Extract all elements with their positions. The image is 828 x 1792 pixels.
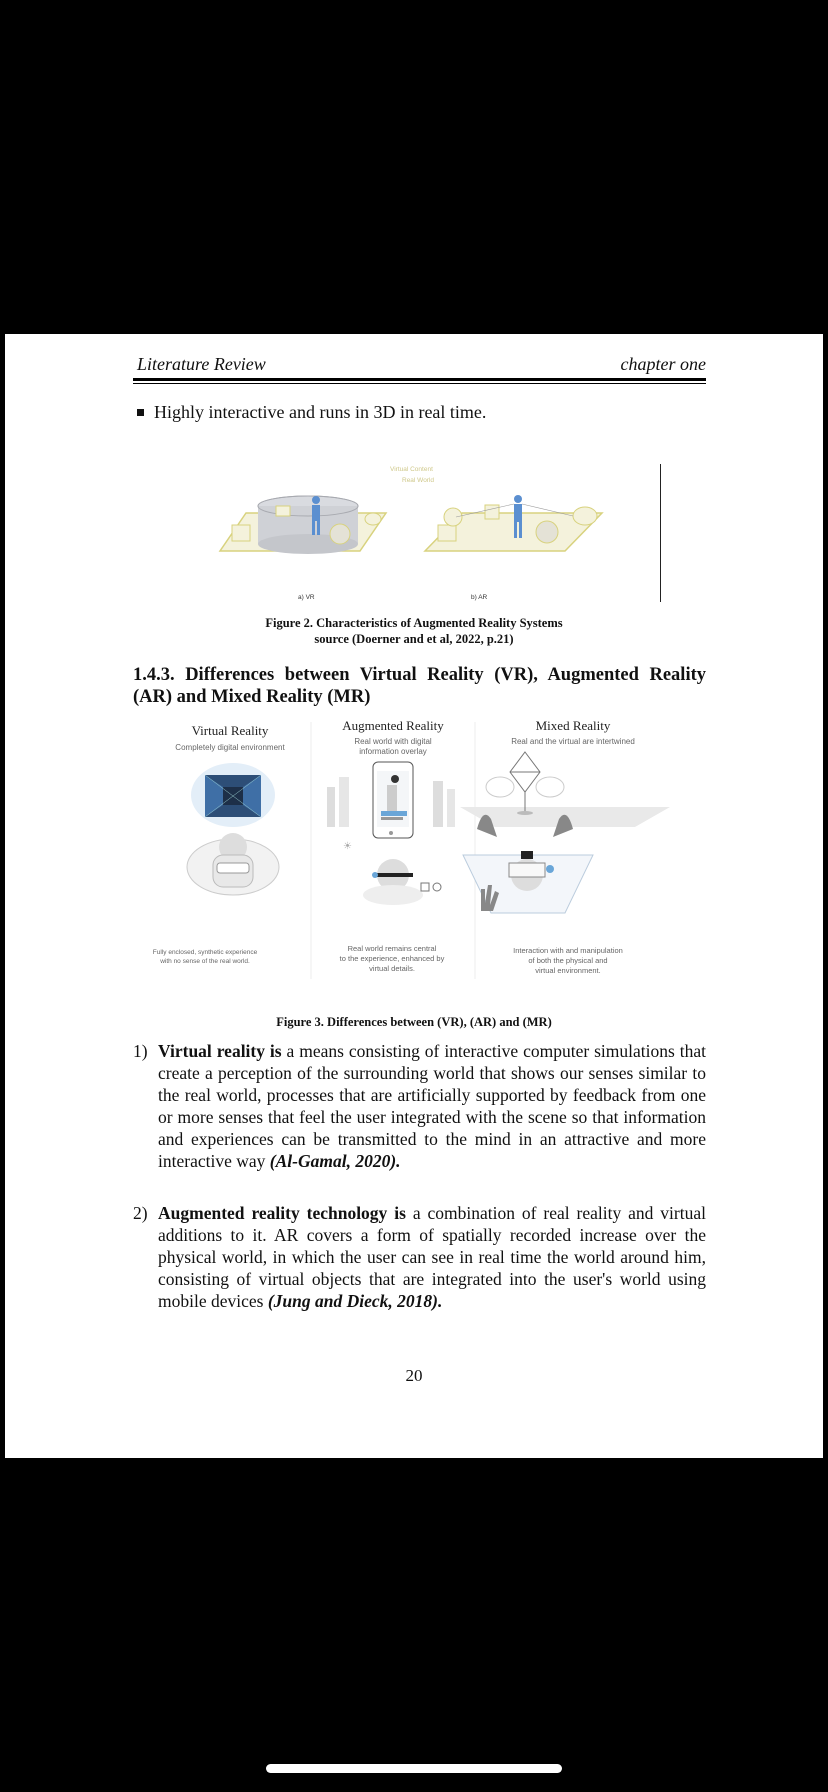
mr-subtitle: Real and the virtual are intertwined <box>511 737 635 746</box>
header-rule-thin <box>133 383 706 384</box>
page-number: 20 <box>405 1366 423 1385</box>
list-number: 2) <box>133 1203 148 1223</box>
ar-desc-1: Real world remains central <box>347 944 437 953</box>
figure-border-line <box>660 464 661 602</box>
section-heading: 1.4.3. Differences between Virtual Reality (VR), Augmented Reality (AR) and Mixed Reality (MR) <box>133 665 706 707</box>
ar-desc-3: virtual details. <box>369 964 415 973</box>
ar-subtitle: Real world with digital <box>354 737 432 746</box>
ar-subtitle-2: information overlay <box>359 747 427 756</box>
mr-desc-3: virtual environment. <box>535 966 601 975</box>
list-number: 1) <box>133 1041 148 1061</box>
document-page <box>5 334 823 1458</box>
mr-desc-2: of both the physical and <box>528 956 608 965</box>
item-text: a combination of real reality and virtual additions to it. AR covers a form of spatially recorded increase over the physical world, in which the user can see in real time the world around him, consisting of virtual objects that are integrated into the user's world using mobile devices <box>158 1203 706 1311</box>
svg-text:☀: ☀ <box>343 841 352 852</box>
figure-3-illustration <box>152 717 685 982</box>
term-bold: Augmented reality technology is <box>158 1203 406 1223</box>
term-bold: Virtual reality is <box>158 1041 282 1061</box>
item-text: a means consisting of interactive computer simulations that create a perception of the surrounding world that shows our senses similar to the real world, processes that are artificially supported by feedback from one or more senses that feel the user integrated with the scene so that information and experiences can be transmitted to the mind in an attractive and more interactive way <box>158 1041 706 1171</box>
citation: (Al-Gamal, 2020). <box>269 1151 401 1171</box>
list-item-2 <box>133 1202 706 1312</box>
figure-2-illustration <box>210 459 615 609</box>
figure-2-source: source (Doerner and et al, 2022, p.21) <box>314 632 514 646</box>
vr-desc-1: Fully enclosed, synthetic experience <box>152 949 258 956</box>
ar-title: Augmented Reality <box>342 718 444 733</box>
bullet-text: Highly interactive and runs in 3D in real time. <box>154 402 487 422</box>
running-header <box>133 354 706 374</box>
figure-2-label-b: b) AR <box>471 594 488 601</box>
vr-subtitle: Completely digital environment <box>175 743 285 752</box>
ar-desc-2: to the experience, enhanced by <box>339 954 445 963</box>
figure-2-caption: Figure 2. Characteristics of Augmented Reality Systems <box>265 616 563 630</box>
home-indicator[interactable] <box>266 1764 562 1773</box>
vr-title: Virtual Reality <box>191 723 269 738</box>
legend-real-world: Real World <box>402 477 435 484</box>
header-rule-thick <box>133 378 706 381</box>
bullet-point <box>133 402 486 423</box>
mr-desc-1: Interaction with and manipulation <box>513 946 623 955</box>
figure-2-label-a: a) VR <box>298 594 315 601</box>
vr-desc-2: with no sense of the real world. <box>160 958 250 965</box>
list-item-1 <box>133 1040 706 1172</box>
figure-3-caption: Figure 3. Differences between (VR), (AR) and (MR) <box>276 1015 552 1029</box>
citation: (Jung and Dieck, 2018). <box>267 1291 443 1311</box>
square-bullet-icon <box>137 409 144 416</box>
header-right: chapter one <box>620 354 706 374</box>
mr-title: Mixed Reality <box>535 718 611 733</box>
header-left: Literature Review <box>137 354 266 374</box>
legend-virtual-content: Virtual Content <box>390 466 433 473</box>
